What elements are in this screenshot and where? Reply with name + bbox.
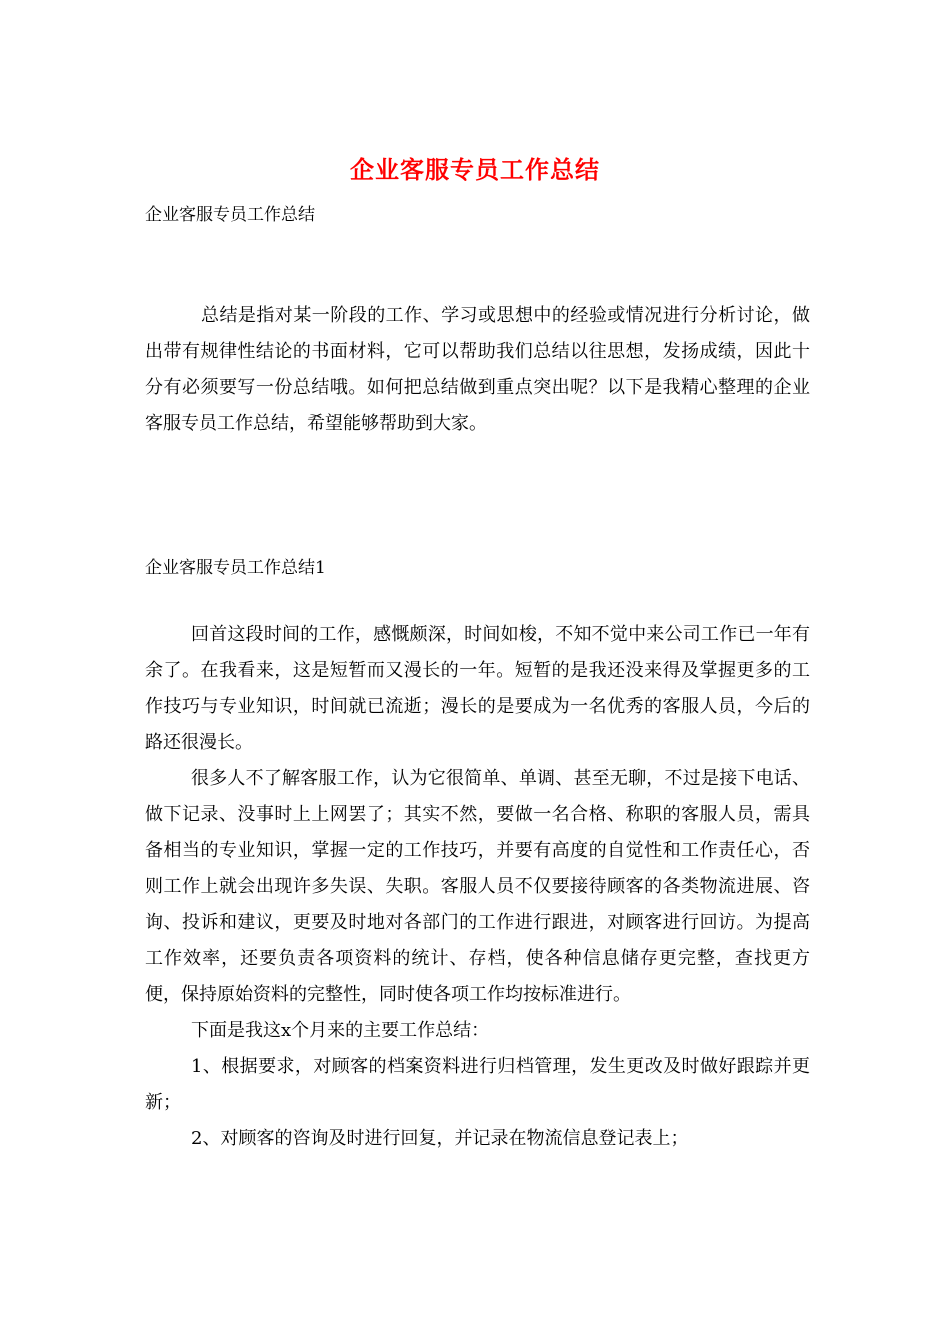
section-body — [145, 617, 810, 1157]
body-paragraph: 下面是我这x个月来的主要工作总结： — [191, 1020, 490, 1041]
body-paragraph: 回首这段时间的工作，感慨颇深，时间如梭，不知不觉中来公司工作已一年有余了。在我看来，这是短暂而又漫长的一年。短暂的是我还没来得及掌握更多的工作技巧与专业知识，时间就已流逝；漫长的是要成为一名优秀的客服人员，今后的路还很漫长。 — [145, 624, 810, 753]
document-title: 企业客服专员工作总结 — [350, 155, 600, 184]
document-subtitle: 企业客服专员工作总结 — [145, 205, 315, 225]
body-paragraph: 很多人不了解客服工作，认为它很简单、单调、甚至无聊，不过是接下电话、做下记录、没事时上上网罢了；其实不然，要做一名合格、称职的客服人员，需具备相当的专业知识，掌握一定的工作技巧，并要有高度的自觉性和工作责任心，否则工作上就会出现许多失误、失职。客服人员不仅要接待顾客的各类物流进展、咨询、投诉和建议，更要及时地对各部门的工作进行跟进，对顾客进行回访。为提高工作效率，还要负责各项资料的统计、存档，使各种信息储存更完整，查找更方便，保持原始资料的完整性，同时使各项工作均按标准进行。 — [145, 768, 810, 1005]
intro-paragraph: 总结是指对某一阶段的工作、学习或思想中的经验或情况进行分析讨论，做出带有规律性结论的书面材料，它可以帮助我们总结以往思想，发扬成绩，因此十分有必须要写一份总结哦。如何把总结做到重点突出呢？以下是我精心整理的企业客服专员工作总结，希望能够帮助到大家。 — [145, 305, 810, 434]
section-heading: 企业客服专员工作总结1 — [145, 558, 326, 578]
list-item: 1、根据要求，对顾客的档案资料进行归档管理，发生更改及时做好跟踪并更新； — [145, 1056, 810, 1113]
list-item: 2、对顾客的咨询及时进行回复，并记录在物流信息登记表上； — [191, 1128, 689, 1149]
